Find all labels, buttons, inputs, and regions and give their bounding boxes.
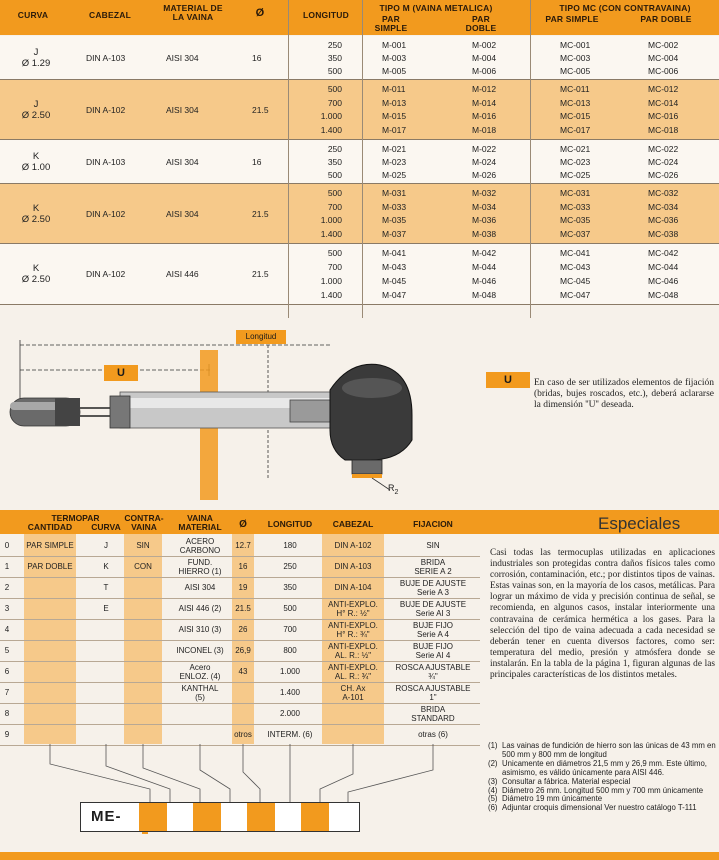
code-segment [139, 803, 167, 831]
cabezal-value-line: H° R.: ½" [336, 608, 370, 618]
material-value: AISI 304 [166, 208, 199, 219]
fijacion-value [388, 559, 478, 576]
tipo-mc-simple-code: MC-015 [560, 111, 591, 122]
vaina-material-value [168, 559, 232, 576]
table-group [0, 36, 719, 79]
row-index: 2 [4, 583, 10, 592]
tipo-m-simple-code: M-017 [382, 125, 407, 136]
cabezal-value: DIN A-103 [86, 156, 126, 167]
tipo-m-simple-code: M-001 [382, 39, 407, 50]
tipo-m-doble-code: M-002 [472, 39, 497, 50]
cabezal-value-line: A-101 [342, 692, 364, 702]
cabezal-value [322, 664, 384, 681]
footnote-text: Unicamente en diámetros 21,5 mm y 26,9 mm. Este último, asimismo, es válido únicamente para AISI 446. [502, 758, 707, 777]
fijacion-value-line: SERIE A 2 [414, 566, 452, 576]
fijacion-value [388, 622, 478, 639]
curve-diameter: Ø 2.50 [21, 109, 51, 121]
header-tipo-mc: TIPO MC (CON CONTRAVAINA) [559, 3, 691, 13]
longitud-value: 1.400 [279, 688, 301, 697]
table-group [0, 80, 719, 139]
tipo-m-simple-code: M-003 [382, 52, 407, 63]
vaina-material-value [168, 584, 232, 593]
tipo-mc-simple-code: MC-011 [560, 83, 590, 94]
cabezal-value: DIN A-102 [86, 208, 126, 219]
curva-value: E [103, 604, 109, 613]
longitud-value: 2.000 [279, 709, 301, 718]
diameter-value: 21.5 [252, 269, 269, 279]
vaina-material-value [168, 664, 232, 681]
longitud-value: 350 [283, 583, 297, 592]
footnote-number: (5) [488, 794, 498, 804]
header-vaina: VAINA MATERIAL [178, 513, 222, 532]
diameter-value: 19 [238, 583, 248, 592]
table-row [0, 725, 480, 746]
tipo-mc-simple-code: MC-031 [560, 187, 591, 198]
longitud-label: Longitud [236, 330, 286, 344]
tipo-mc-doble-code: MC-016 [648, 111, 679, 122]
u-dimension-label: U [104, 365, 138, 381]
longitud-value: 1.000 [320, 111, 342, 122]
header-cabezal: CABEZAL [332, 519, 374, 529]
diameter-value: 26,9 [235, 646, 251, 655]
footnote-number: (2) [488, 758, 498, 768]
table-group [0, 140, 719, 183]
vaina-material-value-line: FUND. [187, 558, 213, 567]
footnote-number: (6) [488, 803, 498, 813]
longitud-value: 700 [283, 625, 297, 634]
tipo-m-simple-code: M-047 [382, 290, 407, 300]
tipo-mc-doble-code: MC-036 [648, 215, 679, 226]
diameter-value: 12.7 [235, 541, 251, 550]
tipo-m-simple-code: M-005 [382, 65, 407, 76]
curve-diameter: Ø 1.29 [21, 57, 51, 69]
tipo-m-simple-code: M-011 [382, 83, 406, 94]
longitud-value: INTERM. (6) [267, 730, 313, 739]
header-curva: CURVA [17, 10, 49, 20]
curva-value: J [104, 541, 108, 550]
footnote-text: Diámetro 19 mm únicamente [502, 794, 603, 804]
curva-value: K [103, 562, 109, 571]
cabezal-value-line: ANTI-EXPLO. [328, 600, 378, 609]
footnote [488, 804, 716, 813]
fijacion-value-line: Serie AI 3 [415, 608, 451, 618]
vaina-material-value-line: Acero [189, 663, 211, 672]
tipo-mc-simple-code: MC-013 [560, 97, 591, 108]
cabezal-value-line: ANTI-EXPLO. [328, 663, 378, 672]
code-segment [301, 803, 329, 831]
vaina-material-value-line: INCONEL (3) [176, 646, 224, 655]
vaina-material-value-line: ACERO [185, 537, 215, 546]
header-curva: CURVA [91, 522, 121, 532]
material-value: AISI 304 [166, 104, 199, 115]
tipo-mc-simple-code: MC-033 [560, 201, 591, 212]
code-segment [247, 803, 275, 831]
longitud-value: 250 [327, 39, 342, 50]
fijacion-value-line: ROSCA AJUSTABLE [395, 684, 471, 693]
tipo-mc-doble-code: MC-014 [648, 97, 679, 108]
tipo-m-simple-code: M-043 [382, 262, 407, 272]
curve-type [6, 47, 66, 69]
row-index: 3 [4, 604, 10, 613]
cabezal-value [322, 584, 384, 593]
material-value: AISI 304 [166, 156, 199, 167]
tipo-mc-simple-code: MC-023 [560, 156, 591, 167]
table-row [0, 683, 480, 704]
longitud-value: 700 [327, 201, 342, 212]
tipo-m-doble-code: M-034 [472, 201, 497, 212]
row-index: 5 [4, 646, 10, 655]
vaina-material-value-line: AISI 304 [184, 583, 216, 592]
cabezal-value [322, 622, 384, 639]
tipo-m-simple-code: M-035 [382, 215, 407, 226]
curva-value: T [103, 583, 109, 592]
model-code-bar [80, 802, 360, 832]
vaina-material-value-line: CARBONO [179, 545, 221, 555]
vaina-material-value [168, 626, 232, 635]
table-row [0, 704, 480, 725]
cabezal-value: DIN A-102 [86, 269, 126, 279]
thermocouple-diagram [0, 320, 719, 505]
longitud-value: 700 [327, 262, 342, 272]
diameter-value: 16 [252, 156, 262, 167]
vaina-material-value-line: AISI 310 (3) [178, 625, 222, 634]
divider [288, 0, 289, 318]
vaina-material-value-line: AISI 446 (2) [178, 604, 222, 613]
curve-type [6, 151, 66, 173]
fijacion-value-line: BRIDA [420, 558, 446, 567]
table-row [0, 578, 480, 599]
diameter-value: 21.5 [252, 208, 269, 219]
cabezal-value-line: ANTI-EXPLO. [328, 642, 378, 651]
curve-letter: J [33, 46, 39, 58]
fijacion-value [388, 685, 478, 702]
header-cantidad: CANTIDAD [27, 522, 73, 532]
tipo-m-simple-code: M-013 [382, 97, 407, 108]
cabezal-value-line: AL. R.: ½" [334, 650, 372, 660]
header-fijacion: FIJACION [413, 519, 453, 529]
curve-letter: K [32, 150, 40, 162]
footnote-text: Las vainas de fundición de hierro son las únicas de 43 mm en 500 mm y 800 mm de longitud [502, 741, 716, 759]
tipo-mc-simple-code: MC-003 [560, 52, 591, 63]
header-tipo-m-doble: PAR DOBLE [465, 14, 497, 33]
tipo-m-doble-code: M-016 [472, 111, 497, 122]
tipo-mc-doble-code: MC-024 [648, 156, 679, 167]
tipo-m-doble-code: M-006 [472, 65, 497, 76]
fijacion-value-line: BRIDA [420, 705, 446, 714]
longitud-value: 500 [327, 65, 342, 76]
longitud-value: 1.400 [320, 125, 342, 136]
fijacion-value-line: ¾" [428, 671, 438, 681]
diameter-value: 16 [238, 562, 248, 571]
r-label: $R_2$ [388, 483, 399, 496]
tipo-m-doble-code: M-022 [472, 143, 497, 154]
cabezal-value: DIN A-102 [86, 104, 126, 115]
fijacion-value-line: STANDARD [411, 713, 455, 723]
tipo-m-doble-code: M-044 [472, 262, 497, 272]
thermocouple-model-table [0, 0, 719, 318]
longitud-value: 180 [283, 541, 297, 550]
header-diameter: Ø [255, 7, 265, 19]
tipo-mc-simple-code: MC-041 [560, 248, 591, 258]
longitud-value: 1.400 [320, 229, 342, 240]
longitud-value: 250 [283, 562, 297, 571]
row-index: 9 [4, 730, 10, 739]
header-material: MATERIAL DE LA VAINA [163, 3, 223, 22]
tipo-m-doble-code: M-026 [472, 169, 497, 180]
cabezal-value [322, 685, 384, 702]
tipo-mc-doble-code: MC-004 [648, 52, 679, 63]
fijacion-value-line: 1" [429, 692, 437, 702]
header-contravaina: CONTRA- VAINA [124, 513, 164, 532]
vaina-material-value [168, 647, 232, 656]
code-segment [193, 803, 221, 831]
code-prefix: ME- [91, 808, 122, 825]
footnote-number: (3) [488, 776, 498, 786]
footnote-number: (4) [488, 785, 498, 795]
tipo-mc-doble-code: MC-048 [648, 290, 679, 300]
diameter-value: 21.5 [252, 104, 269, 115]
tipo-m-doble-code: M-032 [472, 187, 497, 198]
contravaina-value: CON [134, 562, 152, 571]
longitud-value: 700 [327, 97, 342, 108]
longitud-value: 500 [283, 604, 297, 613]
cantidad-value: PAR SIMPLE [26, 541, 74, 550]
curve-letter: K [32, 263, 40, 274]
row-index: 1 [4, 562, 10, 571]
header-tipo-mc-simple: PAR SIMPLE [545, 14, 599, 24]
divider [0, 304, 719, 305]
longitud-value: 1.000 [320, 215, 342, 226]
cabezal-value [322, 643, 384, 660]
tipo-mc-simple-code: MC-001 [560, 39, 591, 50]
especiales-description: Casi todas las termocuplas utilizadas en aplicaciones industriales son protegidas contra daños físicos tales como corrosión, contaminación, etc.; por distintos tipos de vainas. Estas vainas son, en la mayoría de los casos, metálicas. Para lograr un máximo de vida y precisión continua de señal, se recomienda, en algunos casos, instalar interiormente una contravaina de cerámica hermética a los gases. Para la selección del tipo de vaina adecuada a cada necesidad se deberán tener en cuenta diversos factores, como ser: temperatura del medio, presión y atmósfera donde se instalarán. En la tabla de la página 1, figuran algunas de las principales características de los distintos metales. [490, 548, 715, 681]
curve-type [6, 263, 66, 285]
tipo-m-doble-code: M-036 [472, 215, 497, 226]
tipo-mc-doble-code: MC-046 [648, 276, 679, 286]
cabezal-value [322, 601, 384, 618]
row-index: 7 [4, 688, 10, 697]
tipo-mc-doble-code: MC-026 [648, 169, 679, 180]
curve-type [6, 203, 66, 225]
table-row [0, 536, 480, 557]
diameter-value: otros [234, 730, 252, 739]
fijacion-value-line: Serie A 3 [416, 587, 450, 597]
cabezal-value-line: CH. Ax [340, 684, 366, 693]
tipo-m-simple-code: M-021 [382, 143, 407, 154]
tipo-m-simple-code: M-023 [382, 156, 407, 167]
longitud-value: 500 [327, 248, 342, 258]
tipo-m-doble-code: M-048 [472, 290, 497, 300]
cabezal-value [322, 542, 384, 551]
row-index: 6 [4, 667, 10, 676]
tipo-mc-simple-code: MC-045 [560, 276, 591, 286]
vaina-material-value [168, 538, 232, 555]
curve-diameter: Ø 1.00 [21, 161, 51, 173]
tipo-mc-simple-code: MC-035 [560, 215, 591, 226]
longitud-value: 350 [327, 52, 342, 63]
tipo-mc-simple-code: MC-021 [560, 143, 591, 154]
longitud-value: 500 [327, 83, 342, 94]
header-cabezal: CABEZAL [88, 10, 131, 20]
tipo-mc-doble-code: MC-006 [648, 65, 679, 76]
cabezal-value-line: AL. R.: ¾" [334, 671, 372, 681]
header-termopar: TERMOPAR [51, 513, 100, 523]
table-row [0, 662, 480, 683]
fijacion-value-line: Serie AI 4 [415, 650, 451, 660]
table-row [0, 620, 480, 641]
divider [530, 0, 531, 318]
cabezal-value: DIN A-103 [86, 52, 126, 63]
curve-letter: J [33, 98, 39, 110]
cabezal-value-line: DIN A-102 [334, 541, 372, 550]
diameter-value: 21.5 [235, 604, 251, 613]
tipo-m-doble-code: M-042 [472, 248, 497, 258]
tipo-m-simple-code: M-041 [382, 248, 407, 258]
footnote-text: Consultar a fábrica. Material especial [502, 776, 631, 786]
longitud-value: 800 [283, 646, 297, 655]
tipo-m-simple-code: M-033 [382, 201, 407, 212]
fijacion-value [388, 542, 478, 551]
material-value: AISI 304 [166, 52, 199, 63]
cabezal-value [322, 563, 384, 572]
tipo-mc-doble-code: MC-022 [648, 143, 679, 154]
tipo-m-doble-code: M-004 [472, 52, 497, 63]
tipo-mc-doble-code: MC-034 [648, 201, 679, 212]
footnote [488, 760, 716, 778]
u-note-label: U [486, 372, 530, 388]
vaina-material-value-line: (5) [195, 692, 205, 702]
cabezal-value-line: ANTI-EXPLO. [328, 621, 378, 630]
longitud-value: 350 [327, 156, 342, 167]
cabezal-value-line: H° R.: ¾" [336, 629, 370, 639]
vaina-material-value-line: KANTHAL [181, 684, 219, 693]
tipo-mc-simple-code: MC-005 [560, 65, 591, 76]
tipo-mc-doble-code: MC-002 [648, 39, 679, 50]
tipo-m-simple-code: M-015 [382, 111, 407, 122]
diameter-value: 26 [238, 625, 248, 634]
vaina-material-value [168, 685, 232, 702]
material-value: AISI 446 [166, 269, 199, 279]
fijacion-value [388, 706, 478, 723]
fijacion-value-line: BUJE DE AJUSTE [399, 579, 467, 588]
tipo-mc-doble-code: MC-012 [648, 83, 679, 94]
divider [362, 0, 363, 318]
table-row [0, 557, 480, 578]
longitud-value: 1.000 [279, 667, 301, 676]
code-connector-lines [0, 744, 480, 804]
header-tipo-mc-doble: PAR DOBLE [640, 14, 692, 24]
header-tipo-m: TIPO M (VAINA METALICA) [379, 3, 493, 13]
cabezal-value-line: DIN A-103 [334, 562, 372, 571]
row-index: 0 [4, 541, 10, 550]
tipo-m-doble-code: M-046 [472, 276, 497, 286]
tipo-mc-simple-code: MC-025 [560, 169, 591, 180]
row-index: 8 [4, 709, 10, 718]
special-configuration-table [0, 510, 480, 745]
tipo-mc-simple-code: MC-037 [560, 229, 591, 240]
fijacion-value-line: Serie A 4 [416, 629, 450, 639]
curve-letter: K [32, 202, 40, 214]
header-diameter: Ø [239, 519, 247, 530]
fijacion-value [388, 643, 478, 660]
footnote-text: Diámetro 26 mm. Longitud 500 mm y 700 mm únicamente [502, 785, 704, 795]
fijacion-value [388, 731, 478, 740]
row-index: 4 [4, 625, 10, 634]
longitud-value: 1.000 [320, 276, 342, 286]
fijacion-value-line: otras (6) [418, 730, 448, 739]
tipo-mc-simple-code: MC-017 [560, 125, 591, 136]
header-longitud: LONGITUD [303, 10, 349, 20]
tipo-m-simple-code: M-031 [382, 187, 407, 198]
curve-type [6, 99, 66, 121]
tipo-mc-doble-code: MC-044 [648, 262, 679, 272]
fijacion-value-line: SIN [426, 541, 440, 550]
tipo-mc-doble-code: MC-038 [648, 229, 679, 240]
tipo-m-simple-code: M-045 [382, 276, 407, 286]
footnote [488, 742, 716, 760]
fijacion-value-line: BUJE FIJO [412, 621, 453, 630]
tipo-m-doble-code: M-024 [472, 156, 497, 167]
tipo-m-doble-code: M-014 [472, 97, 497, 108]
longitud-value: 500 [327, 187, 342, 198]
diameter-value: 16 [252, 52, 262, 63]
longitud-value: 1.400 [320, 290, 342, 300]
header-tipo-m-simple: PAR SIMPLE [374, 14, 408, 33]
tipo-mc-simple-code: MC-043 [560, 262, 591, 272]
tipo-m-doble-code: M-012 [472, 83, 497, 94]
especiales-title: Especiales [598, 514, 681, 533]
footnote-number: (1) [488, 741, 498, 750]
tipo-m-simple-code: M-025 [382, 169, 407, 180]
tipo-m-simple-code: M-037 [382, 229, 407, 240]
footnotes [488, 742, 716, 813]
tipo-m-doble-code: M-038 [472, 229, 497, 240]
fijacion-value [388, 664, 478, 681]
tipo-mc-doble-code: MC-042 [648, 248, 679, 258]
cabezal-value-line: DIN A-104 [334, 583, 372, 592]
footnote-text: Adjuntar croquis dimensional Ver nuestro catálogo T-111 [502, 803, 697, 813]
fijacion-value [388, 580, 478, 597]
tipo-mc-doble-code: MC-032 [648, 187, 679, 198]
tipo-mc-doble-code: MC-018 [648, 125, 679, 136]
curve-diameter: Ø 2.50 [21, 213, 51, 225]
vaina-material-value [168, 605, 232, 614]
table-group [0, 244, 719, 304]
bottom-strip [0, 852, 719, 860]
fijacion-value-line: BUJE FIJO [412, 642, 453, 651]
fijacion-value-line: ROSCA AJUSTABLE [395, 663, 471, 672]
header-longitud: LONGITUD [267, 519, 313, 529]
code-marker [142, 832, 148, 834]
u-note-text: En caso de ser utilizados elementos de fijación (bridas, bujes roscados, etc.), deberá aclararse la dimensión ''U'' deseada. [534, 378, 714, 410]
table-row [0, 599, 480, 620]
vaina-material-value-line: ENLOZ. (4) [179, 671, 221, 681]
tipo-m-doble-code: M-018 [472, 125, 497, 136]
fijacion-value [388, 601, 478, 618]
contravaina-value: SIN [136, 541, 150, 550]
longitud-value: 500 [327, 169, 342, 180]
cantidad-value: PAR DOBLE [27, 562, 73, 571]
vaina-material-value-line: HIERRO (1) [178, 566, 222, 576]
longitud-value: 250 [327, 143, 342, 154]
tipo-mc-simple-code: MC-047 [560, 290, 591, 300]
diameter-value: 43 [238, 667, 248, 676]
table-row [0, 641, 480, 662]
curve-diameter: Ø 2.50 [21, 274, 51, 285]
table-group [0, 184, 719, 243]
fijacion-value-line: BUJE DE AJUSTE [399, 600, 467, 609]
